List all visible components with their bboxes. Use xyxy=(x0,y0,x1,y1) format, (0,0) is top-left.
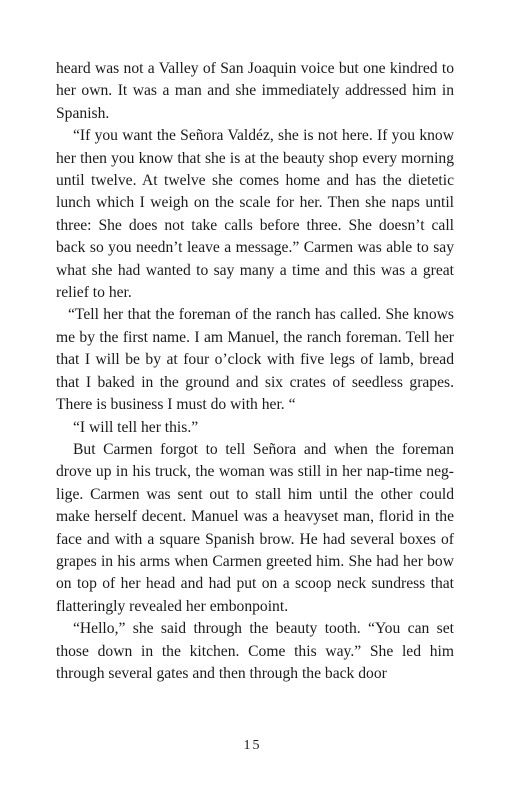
paragraph-2: “If you want the Señora Valdéz, she is not here. If you know her then you know that she is at the beauty shop every morning until twelve. At twelve she comes home and has the dietetic lunch which I weigh on the scale for her. Then she naps until three: She does not take calls before three. She doesn’t call back so you needn’t leave a message.” Carmen was able to say what she had wanted to say many a time and this was a great relief to her. xyxy=(56,127,454,302)
paragraph-5: But Carmen forgot to tell Señora and when the foreman drove up in his truck, the woman was still in her nap-time neglige. Carmen was sent out to stall him until the other could make herself decent. Manuel was a heavyset man, florid in the face and with a square Spanish brow. He had several boxes of grapes in his arms when Carmen greeted him. She had her bow on top of her head and had put on a scoop neck sundress that flatteringly revealed her embonpoint. xyxy=(56,440,454,615)
paragraph-4: “I will tell her this.” xyxy=(73,418,199,436)
page-number: 15 xyxy=(243,738,262,753)
paragraph-3: “Tell her that the foreman of the ranch has called. She knows me by the first name. I am Manuel, the ranch foreman. Tell her that I will be by at four o’clock with five legs of lamb, bread that I baked in the ground and six crates of seedless grapes. There is business I must do with her. “ xyxy=(56,306,454,414)
paragraph-6: “Hello,” she said through the beauty tooth. “You can set those down in the kitchen. Come this way.” She led him through several gates and then through the back door xyxy=(56,620,454,682)
body-text xyxy=(56,58,454,685)
paragraph-1: heard was not a Valley of San Joaquin voice but one kindred to her own. It was a man and she immediately addressed him in Spanish. xyxy=(56,60,454,122)
